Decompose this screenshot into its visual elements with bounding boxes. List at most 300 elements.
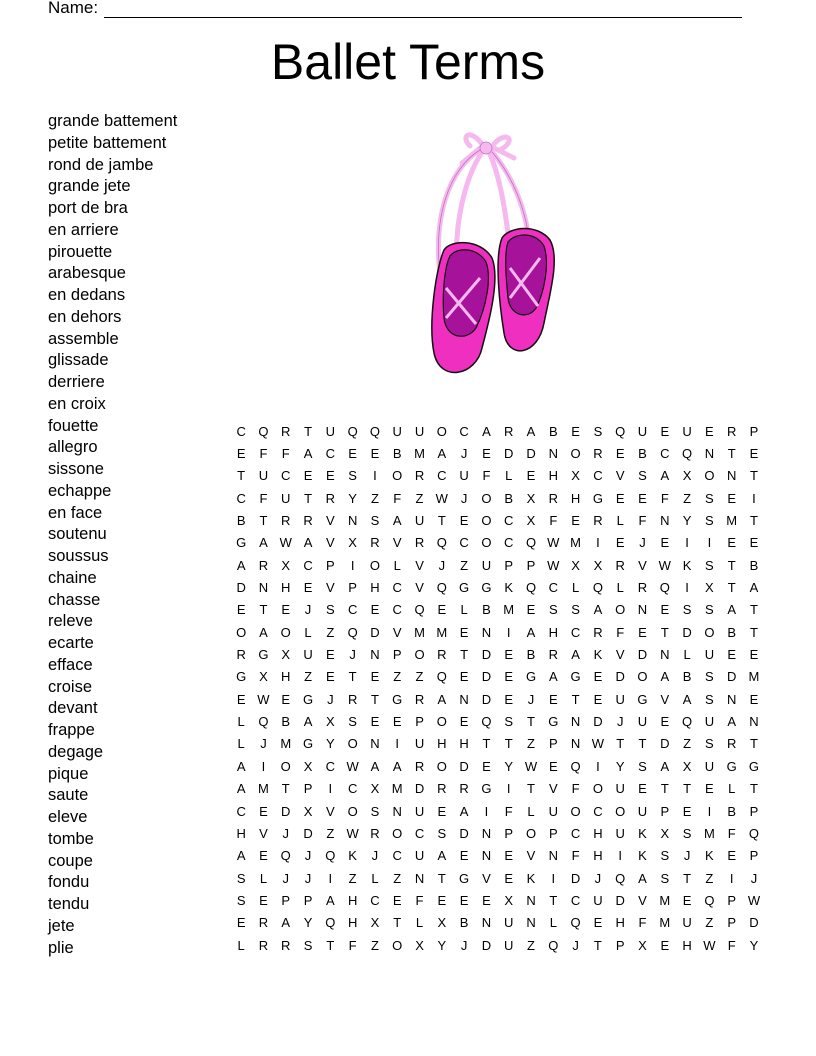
grid-letter[interactable]: H <box>570 490 581 506</box>
grid-letter[interactable]: N <box>414 870 425 886</box>
grid-letter[interactable]: J <box>282 825 289 841</box>
grid-letter[interactable]: L <box>616 580 624 596</box>
grid-letter[interactable]: N <box>481 848 492 864</box>
grid-letter[interactable]: E <box>236 446 246 462</box>
grid-letter[interactable]: O <box>369 557 380 573</box>
grid-letter[interactable]: F <box>482 468 491 484</box>
grid-letter[interactable]: J <box>460 446 468 462</box>
grid-letter[interactable]: L <box>237 736 245 752</box>
grid-letter[interactable]: Z <box>527 937 535 953</box>
grid-letter[interactable]: U <box>414 423 425 439</box>
grid-letter[interactable]: T <box>593 937 602 953</box>
grid-letter[interactable]: S <box>370 803 380 819</box>
grid-letter[interactable]: P <box>348 580 357 596</box>
grid-letter[interactable]: A <box>236 781 246 797</box>
grid-letter[interactable]: D <box>481 691 492 707</box>
grid-letter[interactable]: P <box>415 714 424 730</box>
grid-letter[interactable]: D <box>504 446 514 462</box>
grid-letter[interactable]: I <box>752 490 756 506</box>
grid-letter[interactable]: D <box>749 915 759 931</box>
grid-letter[interactable]: Z <box>326 624 335 640</box>
grid-letter[interactable]: S <box>705 691 714 707</box>
grid-letter[interactable]: B <box>727 624 737 640</box>
grid-letter[interactable]: K <box>705 848 714 864</box>
grid-letter[interactable]: T <box>549 892 558 908</box>
grid-letter[interactable]: T <box>683 870 692 886</box>
grid-letter[interactable]: E <box>459 714 469 730</box>
grid-letter[interactable]: E <box>749 446 759 462</box>
grid-letter[interactable]: E <box>437 602 447 618</box>
grid-letter[interactable]: T <box>750 781 758 797</box>
grid-letter[interactable]: X <box>259 669 268 685</box>
grid-letter[interactable]: C <box>392 848 402 864</box>
grid-letter[interactable]: G <box>392 691 403 707</box>
grid-letter[interactable]: I <box>373 468 377 484</box>
grid-letter[interactable]: C <box>414 825 425 841</box>
grid-letter[interactable]: E <box>615 490 625 506</box>
grid-letter[interactable]: U <box>281 490 291 506</box>
grid-letter[interactable]: F <box>259 490 268 506</box>
grid-letter[interactable]: E <box>548 758 558 774</box>
grid-letter[interactable]: V <box>415 557 424 573</box>
grid-letter[interactable]: O <box>481 535 492 551</box>
grid-letter[interactable]: R <box>414 468 425 484</box>
grid-letter[interactable]: Q <box>325 915 336 931</box>
grid-letter[interactable]: R <box>370 825 380 841</box>
grid-letter[interactable]: T <box>259 602 268 618</box>
grid-letter[interactable]: V <box>660 691 670 707</box>
grid-letter[interactable]: R <box>593 446 603 462</box>
grid-letter[interactable]: E <box>593 691 603 707</box>
grid-letter[interactable]: A <box>370 758 380 774</box>
grid-letter[interactable]: O <box>236 624 247 640</box>
grid-letter[interactable]: B <box>638 446 647 462</box>
grid-letter[interactable]: P <box>749 803 759 819</box>
grid-letter[interactable]: X <box>526 490 536 506</box>
grid-letter[interactable]: E <box>593 915 603 931</box>
grid-letter[interactable]: D <box>481 669 492 685</box>
grid-letter[interactable]: L <box>571 580 580 596</box>
grid-letter[interactable]: T <box>571 691 580 707</box>
grid-letter[interactable]: T <box>304 490 313 506</box>
grid-letter[interactable]: X <box>682 758 692 774</box>
grid-letter[interactable]: X <box>437 915 447 931</box>
grid-letter[interactable]: N <box>370 736 380 752</box>
grid-letter[interactable]: F <box>571 848 580 864</box>
grid-letter[interactable]: Q <box>704 892 715 908</box>
grid-letter[interactable]: G <box>302 691 314 707</box>
grid-letter[interactable]: J <box>460 937 468 953</box>
grid-letter[interactable]: H <box>236 825 246 841</box>
grid-letter[interactable]: Z <box>393 870 402 886</box>
grid-letter[interactable]: P <box>504 557 514 573</box>
grid-letter[interactable]: R <box>370 535 380 551</box>
grid-letter[interactable]: E <box>615 446 625 462</box>
grid-letter[interactable]: R <box>726 423 737 439</box>
grid-letter[interactable]: S <box>303 937 313 953</box>
grid-letter[interactable]: X <box>571 468 580 484</box>
grid-letter[interactable]: A <box>660 468 670 484</box>
grid-letter[interactable]: K <box>638 848 647 864</box>
grid-letter[interactable]: H <box>281 669 291 685</box>
grid-letter[interactable]: B <box>392 446 402 462</box>
grid-letter[interactable]: W <box>547 557 560 573</box>
grid-letter[interactable]: S <box>548 602 558 618</box>
grid-letter[interactable]: V <box>326 535 335 551</box>
grid-letter[interactable]: G <box>570 669 581 685</box>
grid-letter[interactable]: U <box>414 736 425 752</box>
grid-letter[interactable]: E <box>504 848 514 864</box>
grid-letter[interactable]: V <box>392 624 402 640</box>
grid-letter[interactable]: L <box>683 647 691 663</box>
grid-letter[interactable]: P <box>526 557 536 573</box>
grid-letter[interactable]: O <box>392 468 403 484</box>
grid-letter[interactable]: A <box>236 848 246 864</box>
grid-letter[interactable]: D <box>593 714 603 730</box>
grid-letter[interactable]: A <box>749 580 759 596</box>
grid-letter[interactable]: G <box>748 758 760 774</box>
grid-letter[interactable]: E <box>749 535 759 551</box>
grid-letter[interactable]: E <box>459 669 469 685</box>
grid-letter[interactable]: Y <box>326 736 335 752</box>
grid-letter[interactable]: J <box>304 602 312 618</box>
grid-letter[interactable]: A <box>660 669 670 685</box>
grid-letter[interactable]: S <box>326 602 335 618</box>
grid-letter[interactable]: C <box>303 557 313 573</box>
grid-letter[interactable]: L <box>371 870 379 886</box>
grid-letter[interactable]: M <box>391 781 403 797</box>
grid-letter[interactable]: S <box>236 870 246 886</box>
grid-letter[interactable]: N <box>704 446 715 462</box>
grid-letter[interactable]: Q <box>570 915 581 931</box>
grid-letter[interactable]: V <box>548 781 558 797</box>
grid-letter[interactable]: J <box>260 736 267 752</box>
grid-letter[interactable]: W <box>257 691 270 707</box>
grid-letter[interactable]: L <box>415 915 424 931</box>
grid-letter[interactable]: E <box>482 446 491 462</box>
grid-letter[interactable]: I <box>506 781 511 797</box>
grid-letter[interactable]: Z <box>705 870 714 886</box>
grid-letter[interactable]: J <box>349 647 356 663</box>
grid-letter[interactable]: N <box>570 736 581 752</box>
grid-letter[interactable]: D <box>615 892 625 908</box>
grid-letter[interactable]: E <box>281 602 291 618</box>
grid-letter[interactable]: U <box>414 803 425 819</box>
grid-letter[interactable]: P <box>548 825 558 841</box>
grid-letter[interactable]: I <box>328 870 333 886</box>
grid-letter[interactable]: O <box>280 624 291 640</box>
grid-letter[interactable]: I <box>350 557 355 573</box>
grid-letter[interactable]: O <box>615 602 626 618</box>
grid-letter[interactable]: E <box>727 535 737 551</box>
grid-letter[interactable]: B <box>727 803 737 819</box>
grid-letter[interactable]: U <box>682 915 692 931</box>
grid-letter[interactable]: E <box>727 848 737 864</box>
grid-letter[interactable]: D <box>303 825 313 841</box>
grid-letter[interactable]: G <box>726 758 737 774</box>
grid-letter[interactable]: O <box>392 825 403 841</box>
grid-letter[interactable]: B <box>236 513 246 529</box>
grid-letter[interactable]: E <box>504 647 514 663</box>
grid-letter[interactable]: X <box>415 937 424 953</box>
grid-letter[interactable]: Q <box>347 624 358 640</box>
grid-letter[interactable]: F <box>504 803 513 819</box>
grid-letter[interactable]: M <box>280 736 292 752</box>
grid-letter[interactable]: A <box>571 647 580 663</box>
grid-letter[interactable]: C <box>570 825 581 841</box>
grid-letter[interactable]: J <box>750 870 758 886</box>
grid-letter[interactable]: Z <box>683 736 692 752</box>
grid-letter[interactable]: R <box>258 915 269 931</box>
grid-letter[interactable]: T <box>259 513 268 529</box>
grid-letter[interactable]: O <box>570 446 581 462</box>
grid-letter[interactable]: A <box>326 892 335 908</box>
grid-letter[interactable]: E <box>392 892 402 908</box>
grid-letter[interactable]: O <box>592 781 603 797</box>
grid-letter[interactable]: S <box>705 490 714 506</box>
grid-letter[interactable]: H <box>615 915 625 931</box>
grid-letter[interactable]: A <box>437 848 447 864</box>
grid-letter[interactable]: S <box>571 602 580 618</box>
grid-letter[interactable]: U <box>704 758 715 774</box>
grid-letter[interactable]: E <box>660 423 670 439</box>
grid-letter[interactable]: M <box>703 825 715 841</box>
grid-letter[interactable]: R <box>548 490 558 506</box>
grid-letter[interactable]: T <box>727 580 736 596</box>
grid-letter[interactable]: A <box>437 446 447 462</box>
grid-letter[interactable]: T <box>437 870 446 886</box>
grid-letter[interactable]: X <box>370 915 380 931</box>
grid-letter[interactable]: C <box>325 758 336 774</box>
grid-letter[interactable]: E <box>482 758 491 774</box>
grid-letter[interactable]: F <box>348 937 357 953</box>
grid-letter[interactable]: T <box>727 446 736 462</box>
grid-letter[interactable]: S <box>638 468 647 484</box>
word-search-grid[interactable] <box>230 420 765 956</box>
grid-letter[interactable]: S <box>593 423 603 439</box>
grid-letter[interactable]: L <box>460 602 468 618</box>
grid-letter[interactable]: R <box>593 513 603 529</box>
grid-letter[interactable]: B <box>482 602 491 618</box>
grid-letter[interactable]: O <box>615 803 626 819</box>
grid-letter[interactable]: B <box>281 714 291 730</box>
grid-letter[interactable]: Z <box>370 490 379 506</box>
grid-letter[interactable]: F <box>616 624 625 640</box>
grid-letter[interactable]: Q <box>682 446 693 462</box>
grid-letter[interactable]: R <box>437 781 447 797</box>
grid-letter[interactable]: U <box>704 647 715 663</box>
grid-letter[interactable]: E <box>593 669 603 685</box>
grid-letter[interactable]: R <box>414 691 425 707</box>
grid-letter[interactable]: C <box>504 535 514 551</box>
grid-letter[interactable]: A <box>638 870 647 886</box>
grid-letter[interactable]: L <box>505 468 513 484</box>
grid-letter[interactable]: T <box>370 691 379 707</box>
grid-letter[interactable]: U <box>637 714 648 730</box>
grid-letter[interactable]: E <box>660 714 670 730</box>
grid-letter[interactable]: G <box>459 870 470 886</box>
grid-letter[interactable]: D <box>570 870 581 886</box>
grid-letter[interactable]: T <box>460 647 469 663</box>
grid-letter[interactable]: D <box>459 825 469 841</box>
grid-letter[interactable]: R <box>459 781 469 797</box>
grid-letter[interactable]: A <box>482 423 491 439</box>
grid-letter[interactable]: K <box>504 580 514 596</box>
grid-letter[interactable]: P <box>303 781 313 797</box>
grid-letter[interactable]: T <box>750 736 758 752</box>
grid-letter[interactable]: G <box>236 535 247 551</box>
grid-letter[interactable]: C <box>548 580 558 596</box>
grid-letter[interactable]: T <box>660 781 669 797</box>
grid-letter[interactable]: F <box>727 825 736 841</box>
grid-letter[interactable]: B <box>682 669 692 685</box>
grid-letter[interactable]: T <box>504 736 513 752</box>
grid-letter[interactable]: V <box>326 580 335 596</box>
grid-letter[interactable]: E <box>370 446 380 462</box>
grid-letter[interactable]: T <box>326 937 335 953</box>
grid-letter[interactable]: J <box>438 557 446 573</box>
grid-letter[interactable]: O <box>414 647 425 663</box>
grid-letter[interactable]: T <box>683 781 692 797</box>
grid-letter[interactable]: P <box>749 423 759 439</box>
grid-letter[interactable]: V <box>615 647 625 663</box>
grid-letter[interactable]: M <box>659 892 671 908</box>
grid-letter[interactable]: X <box>303 758 313 774</box>
grid-letter[interactable]: K <box>638 825 647 841</box>
grid-letter[interactable]: E <box>236 915 246 931</box>
grid-letter[interactable]: E <box>236 602 246 618</box>
grid-letter[interactable]: E <box>548 691 558 707</box>
grid-letter[interactable]: H <box>593 825 603 841</box>
grid-letter[interactable]: I <box>729 870 734 886</box>
grid-letter[interactable]: E <box>638 781 647 797</box>
grid-letter[interactable]: F <box>393 490 402 506</box>
grid-letter[interactable]: V <box>638 557 647 573</box>
grid-letter[interactable]: U <box>392 423 402 439</box>
grid-letter[interactable]: A <box>236 758 246 774</box>
grid-letter[interactable]: Y <box>504 758 514 774</box>
grid-letter[interactable]: D <box>660 736 670 752</box>
grid-letter[interactable]: N <box>570 714 581 730</box>
grid-letter[interactable]: J <box>572 937 579 953</box>
grid-letter[interactable]: H <box>281 580 291 596</box>
grid-letter[interactable]: F <box>281 446 290 462</box>
grid-letter[interactable]: C <box>347 781 358 797</box>
grid-letter[interactable]: X <box>705 580 714 596</box>
grid-letter[interactable]: Q <box>748 825 760 841</box>
grid-letter[interactable]: V <box>259 825 268 841</box>
grid-letter[interactable]: U <box>504 915 514 931</box>
grid-letter[interactable]: Q <box>369 423 380 439</box>
grid-letter[interactable]: S <box>370 513 380 529</box>
grid-letter[interactable]: O <box>570 803 581 819</box>
grid-letter[interactable]: P <box>749 848 759 864</box>
grid-letter[interactable]: A <box>682 691 692 707</box>
grid-letter[interactable]: C <box>281 468 291 484</box>
grid-letter[interactable]: J <box>594 870 602 886</box>
grid-letter[interactable]: X <box>370 781 380 797</box>
grid-letter[interactable]: N <box>392 803 402 819</box>
grid-letter[interactable]: A <box>392 758 402 774</box>
grid-letter[interactable]: S <box>705 736 714 752</box>
grid-letter[interactable]: E <box>459 892 469 908</box>
grid-letter[interactable]: S <box>437 825 447 841</box>
grid-letter[interactable]: R <box>347 691 358 707</box>
grid-letter[interactable]: M <box>414 446 425 462</box>
grid-letter[interactable]: O <box>637 669 648 685</box>
grid-letter[interactable]: E <box>504 870 514 886</box>
grid-letter[interactable]: O <box>392 937 403 953</box>
grid-letter[interactable]: I <box>596 758 600 774</box>
grid-letter[interactable]: W <box>703 937 716 953</box>
grid-letter[interactable]: P <box>281 892 291 908</box>
grid-letter[interactable]: U <box>615 825 625 841</box>
grid-letter[interactable]: E <box>326 669 335 685</box>
grid-letter[interactable]: U <box>325 423 336 439</box>
grid-letter[interactable]: S <box>638 758 647 774</box>
grid-letter[interactable]: H <box>370 580 380 596</box>
grid-letter[interactable]: D <box>637 647 648 663</box>
grid-letter[interactable]: O <box>436 758 447 774</box>
grid-letter[interactable]: Y <box>303 915 313 931</box>
grid-letter[interactable]: C <box>660 446 670 462</box>
grid-letter[interactable]: E <box>504 669 514 685</box>
grid-letter[interactable]: C <box>459 423 469 439</box>
grid-letter[interactable]: Z <box>393 669 402 685</box>
grid-letter[interactable]: Q <box>258 714 269 730</box>
grid-letter[interactable]: H <box>548 624 558 640</box>
grid-letter[interactable]: M <box>414 624 425 640</box>
grid-letter[interactable]: T <box>616 736 625 752</box>
grid-letter[interactable]: R <box>504 423 514 439</box>
grid-letter[interactable]: L <box>549 915 557 931</box>
grid-letter[interactable]: F <box>259 446 268 462</box>
grid-letter[interactable]: N <box>660 647 670 663</box>
grid-letter[interactable]: S <box>236 892 246 908</box>
grid-letter[interactable]: Y <box>437 937 447 953</box>
grid-letter[interactable]: Q <box>325 848 336 864</box>
grid-letter[interactable]: T <box>437 513 446 529</box>
grid-letter[interactable]: N <box>726 468 737 484</box>
grid-letter[interactable]: Z <box>705 915 714 931</box>
grid-letter[interactable]: A <box>727 714 737 730</box>
grid-letter[interactable]: S <box>660 848 670 864</box>
grid-letter[interactable]: I <box>328 781 333 797</box>
grid-letter[interactable]: V <box>415 580 424 596</box>
grid-letter[interactable]: E <box>526 468 536 484</box>
grid-letter[interactable]: Z <box>683 490 692 506</box>
name-blank[interactable] <box>104 3 742 18</box>
grid-letter[interactable]: I <box>618 848 622 864</box>
grid-letter[interactable]: E <box>749 647 759 663</box>
grid-letter[interactable]: Q <box>659 580 670 596</box>
grid-letter[interactable]: E <box>682 892 692 908</box>
grid-letter[interactable]: E <box>660 602 670 618</box>
grid-letter[interactable]: T <box>348 669 357 685</box>
grid-letter[interactable]: Q <box>615 870 626 886</box>
grid-letter[interactable]: A <box>459 803 469 819</box>
grid-letter[interactable]: D <box>682 624 692 640</box>
grid-letter[interactable]: C <box>570 892 581 908</box>
grid-letter[interactable]: G <box>459 580 470 596</box>
grid-letter[interactable]: A <box>437 691 447 707</box>
grid-letter[interactable]: R <box>258 937 269 953</box>
grid-letter[interactable]: N <box>526 892 536 908</box>
grid-letter[interactable]: I <box>707 803 712 819</box>
grid-letter[interactable]: C <box>370 892 380 908</box>
grid-letter[interactable]: W <box>591 736 605 752</box>
grid-letter[interactable]: K <box>526 870 536 886</box>
